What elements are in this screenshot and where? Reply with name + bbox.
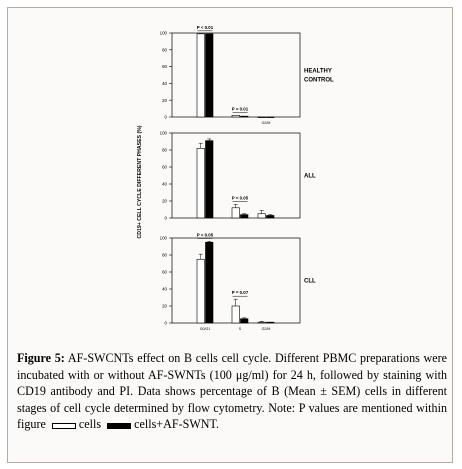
bar-all-treated-2 [267,215,275,218]
legend-treated-swatch [107,423,131,429]
y-tick-label: 40 [162,181,167,187]
bar-healthy-treated-2 [267,117,275,118]
y-tick-label: 60 [162,64,167,70]
bar-all-treated-1 [241,215,249,218]
p-value-label: P < 0.05 [231,195,249,201]
category-label: S [238,327,242,331]
y-tick-label: 80 [162,147,167,153]
bar-all-cells-0 [197,148,205,218]
y-tick-label: 20 [162,198,167,204]
caption-label: Figure 5: [17,351,65,365]
y-tick-label: 40 [162,286,167,292]
y-tick-label: 100 [159,235,167,241]
y-tick-label: 20 [162,97,167,103]
bar-cll-treated-1 [241,319,249,323]
y-tick-label: 60 [162,269,167,275]
y-tick-label: 40 [162,81,167,86]
p-value-label: P = 0.07 [231,290,249,296]
legend-treated-label: cells+AF-SWNT. [134,417,219,432]
bar-healthy-cells-0 [197,34,205,117]
bar-healthy-treated-1 [241,116,249,117]
caption-text: AF-SWCNTs effect on B cells cell cycle. Different PBMC preparations were incubated with or without AF-SWNTs (100 μg/ml) for 24 h, followed by staining with CD19 antibody and PI. Data shows percentage of B (Mean ± SEM) cells in different stages of cell cycle determined by flow cytometry. Note: P values are mentioned within figure [17,351,448,432]
y-tick-label: 0 [164,320,167,326]
p-value-label: P < 0.05 [196,232,214,238]
category-label: G2/M [261,327,271,331]
y-axis-label: CD19+ CELL CYCLE DIFFERENT PHASES (%) [137,125,143,239]
bar-healthy-cells-1 [232,115,240,117]
panel-label-all: ALL [304,173,316,180]
bar-cll-cells-2 [258,322,266,323]
bar-cll-treated-2 [267,322,275,323]
y-tick-label: 100 [159,130,167,136]
p-value-label: P = 0.01 [231,106,249,112]
category-label: G0/G1 [199,327,211,331]
bar-healthy-treated-0 [206,34,214,117]
figure-caption [17,350,447,433]
bar-cll-cells-0 [197,259,205,323]
y-tick-label: 0 [164,114,167,120]
panel-label-healthy: CONTROL [304,77,334,84]
p-value-label: P < 0.01 [196,24,214,30]
y-tick-label: 20 [162,303,167,309]
panel-label-healthy: HEALTHY [304,68,332,75]
category-label: G2/M [261,121,271,125]
bar-all-treated-0 [206,141,214,218]
legend-cells-swatch [52,423,76,429]
legend-cells-label: cells [78,417,102,432]
bar-cll-cells-1 [232,306,240,323]
y-tick-label: 60 [162,164,167,170]
bar-all-cells-2 [258,214,266,218]
panel-frame-healthy [172,33,300,117]
y-tick-label: 80 [162,47,167,53]
panel-label-cll: CLL [304,278,316,285]
bar-all-cells-1 [232,208,240,218]
y-tick-label: 100 [159,30,167,36]
y-tick-label: 0 [164,215,167,221]
bar-healthy-cells-2 [258,117,266,118]
y-tick-label: 80 [162,252,167,258]
bar-cll-treated-0 [206,242,214,323]
